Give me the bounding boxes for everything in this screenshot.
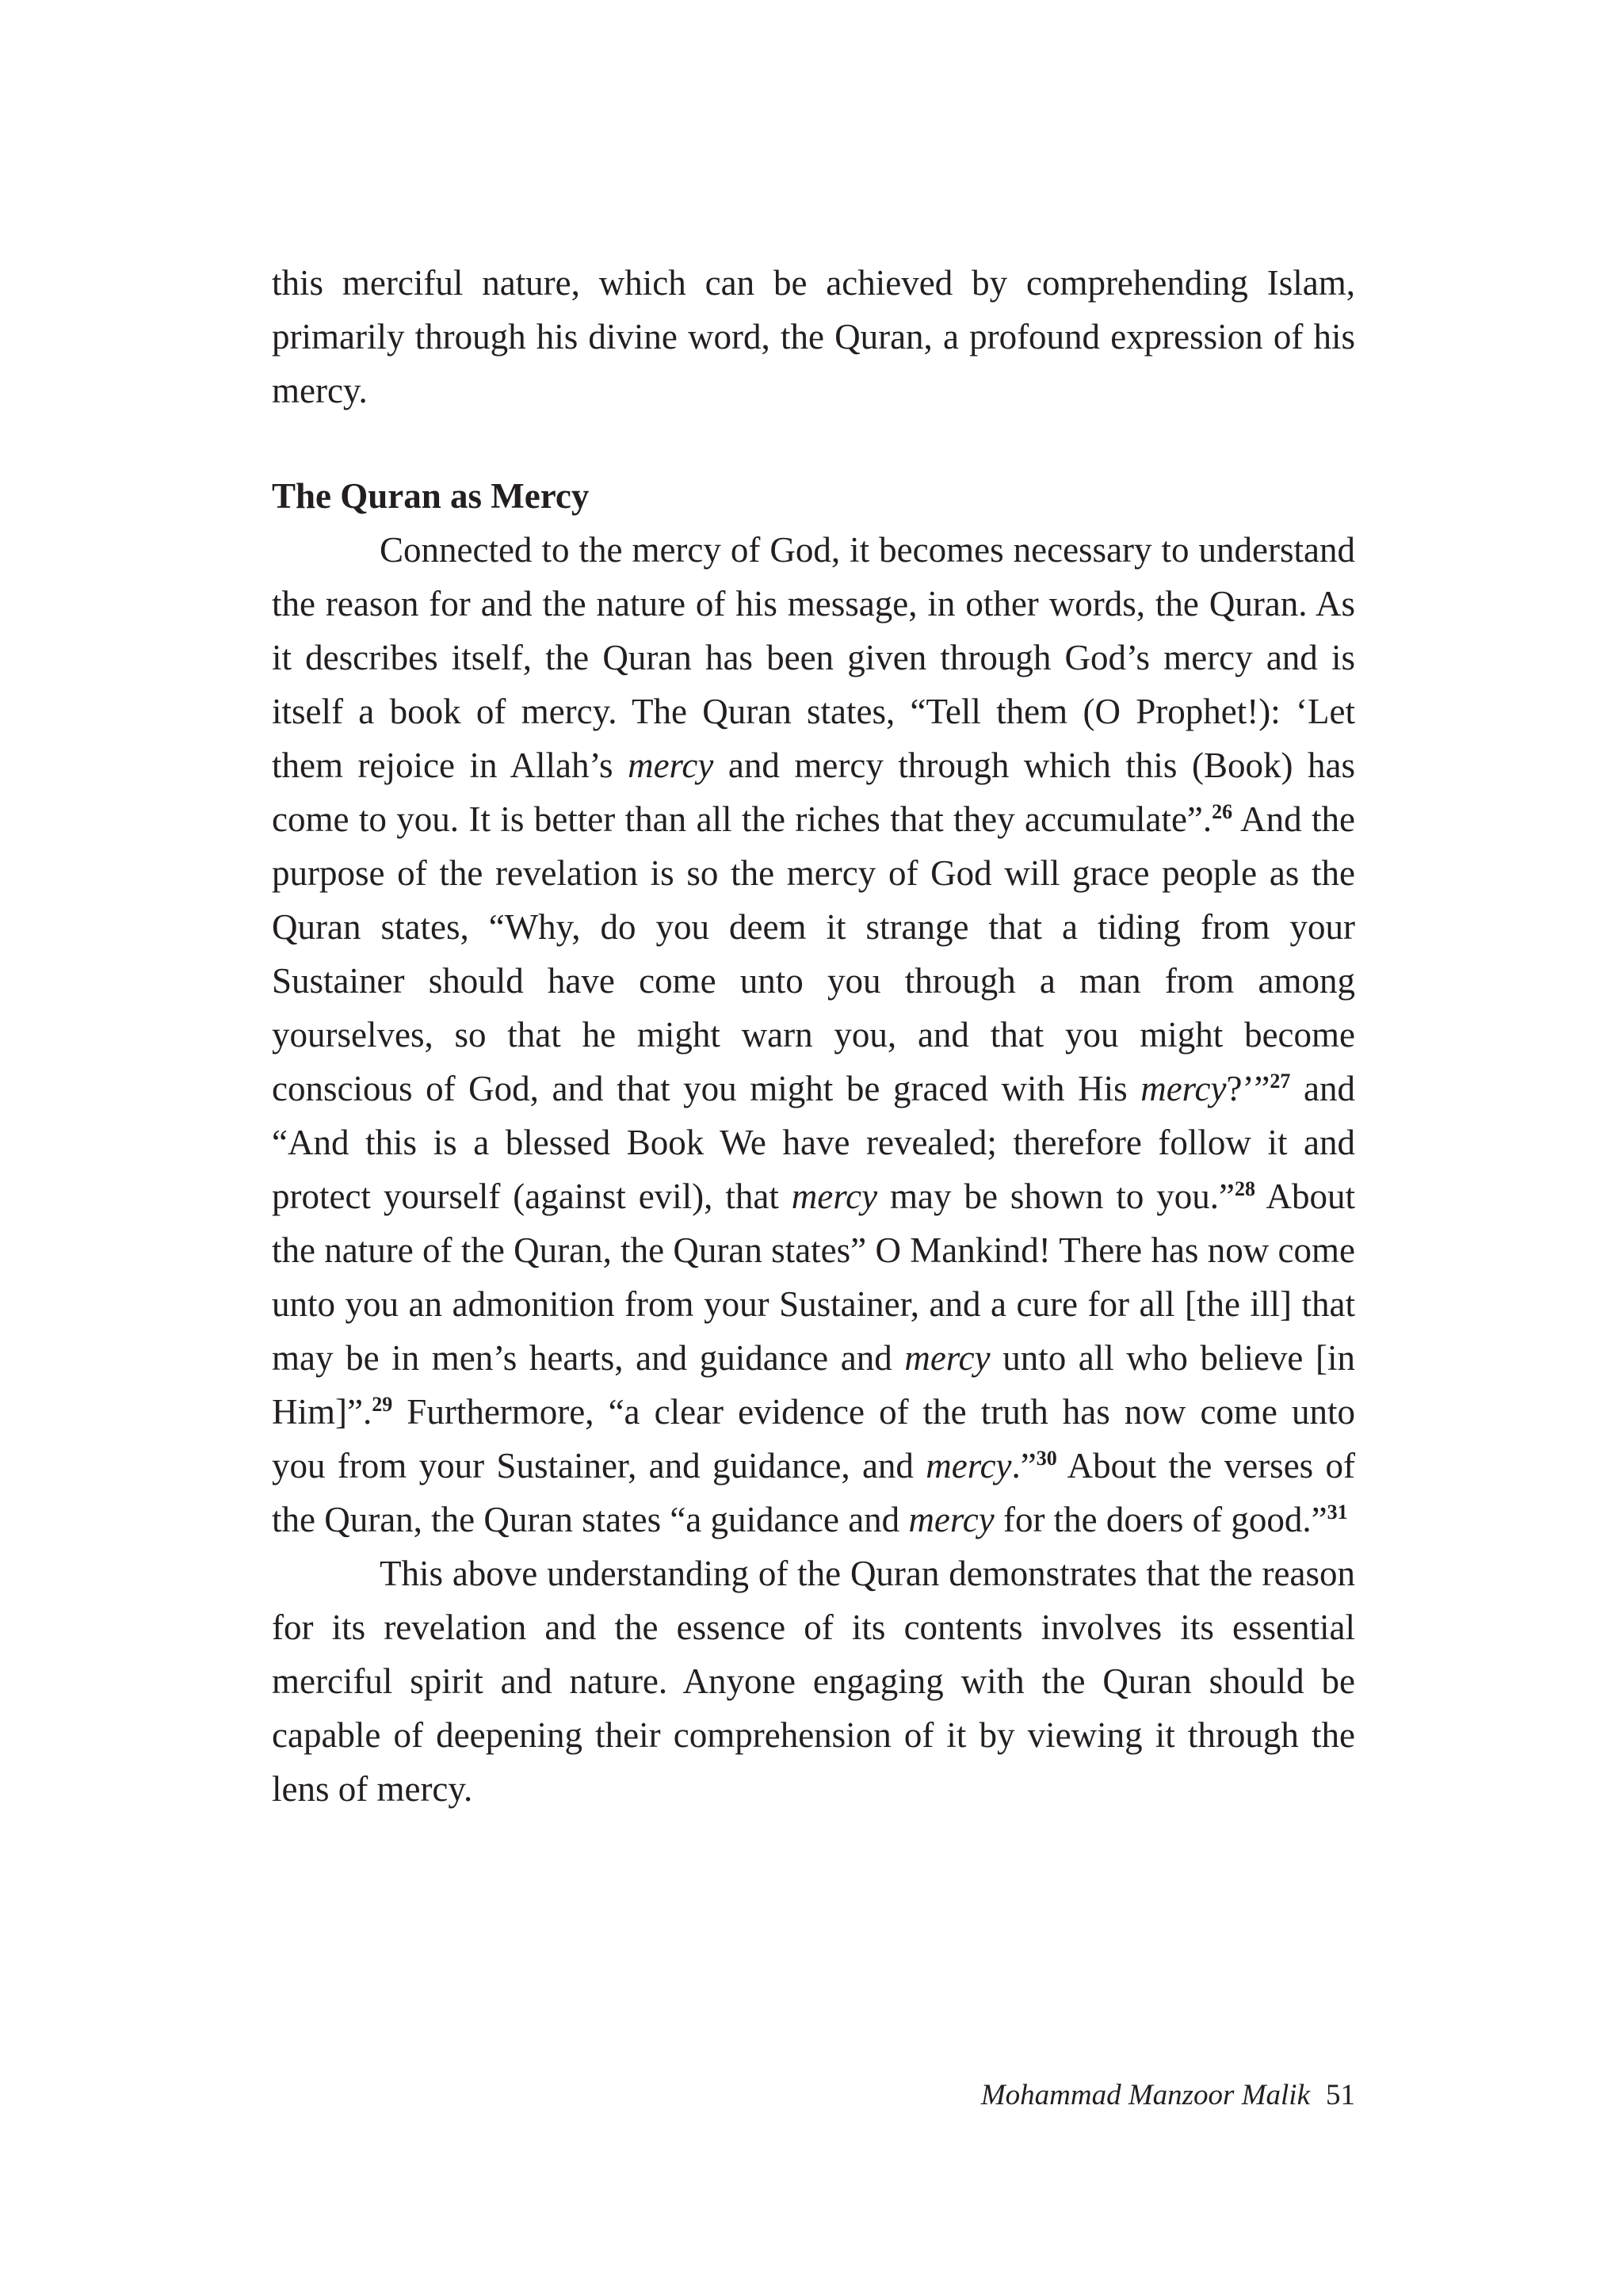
running-footer — [981, 2076, 1355, 2115]
footnote-ref-26[interactable]: 26 — [1212, 800, 1233, 823]
footnote-ref-28[interactable]: 28 — [1235, 1177, 1256, 1200]
text-run: Connected to the mercy of God, it becomes necessary to understand the reason for and the nature of his message, in other words, the Quran. As it describes itself, the Quran has been given through God’s mercy and is itself a book of mercy. The Quran states, “Tell them (O Prophet!): ‘Let them rejoice in Allah’s — [272, 530, 1355, 785]
page-number: 51 — [1326, 2079, 1355, 2111]
emphasis-mercy: mercy — [908, 1500, 995, 1539]
continuation-paragraph: this merciful nature, which can be achieved by comprehending Islam, primarily through his divine word, the Quran, a profound expression of his mercy. — [272, 263, 1355, 410]
footnote-ref-27[interactable]: 27 — [1270, 1070, 1291, 1093]
text-run: unto all who believe [in Him]”. — [272, 1338, 1355, 1432]
section-quran-as-mercy — [272, 469, 1355, 1816]
emphasis-mercy: mercy — [1140, 1069, 1227, 1108]
emphasis-mercy: mercy — [926, 1446, 1012, 1486]
footnote-ref-31[interactable]: 31 — [1327, 1501, 1348, 1524]
text-run: About the verses of the Quran, the Quran states “a guidance and — [272, 1446, 1355, 1539]
footnote-ref-29[interactable]: 29 — [372, 1393, 393, 1416]
emphasis-mercy: mercy — [791, 1177, 878, 1216]
text-run: and “And this is a blessed Book We have revealed; therefore follow it and protect yourself (against evil), that — [272, 1069, 1355, 1216]
emphasis-mercy: mercy — [628, 746, 714, 785]
text-run: And the purpose of the revelation is so the mercy of God will grace people as the Quran states, “Why, do you deem it strange that a tiding from your Sustainer should have come unto you through a man from among yourselves, so that he might warn you, and that you might become conscious of God, and that you might be graced with His — [272, 799, 1355, 1108]
paragraph-quran-mercy — [272, 523, 1355, 1547]
footer-author: Mohammad Manzoor Malik — [980, 2079, 1310, 2111]
text-run: Furthermore, “a clear evidence of the truth has now come unto you from your Sustainer, and guidance, and — [272, 1392, 1355, 1486]
paragraph-conclusion: This above understanding of the Quran demonstrates that the reason for its revelation and the essence of its contents involves its essential merciful spirit and nature. Anyone engaging with the Quran should be capable of deepening their comprehension of it by viewing it through the lens of mercy. — [272, 1554, 1355, 1809]
text-run: for the doers of good.” — [994, 1500, 1327, 1539]
emphasis-mercy: mercy — [904, 1338, 991, 1378]
text-run: may be shown to you.” — [877, 1177, 1235, 1216]
text-run: .” — [1011, 1446, 1037, 1486]
text-run: and mercy through which this (Book) has come to you. It is better than all the riches that they accumulate”. — [272, 746, 1355, 839]
section-heading: The Quran as Mercy — [272, 476, 590, 516]
text-run: About the nature of the Quran, the Quran states” O Mankind! There has now come unto you an admonition from your Sustainer, and a cure for all [the ill] that may be in men’s hearts, and guidance and — [272, 1177, 1355, 1378]
text-run: ?’” — [1226, 1069, 1270, 1108]
footnote-ref-30[interactable]: 30 — [1036, 1447, 1057, 1470]
